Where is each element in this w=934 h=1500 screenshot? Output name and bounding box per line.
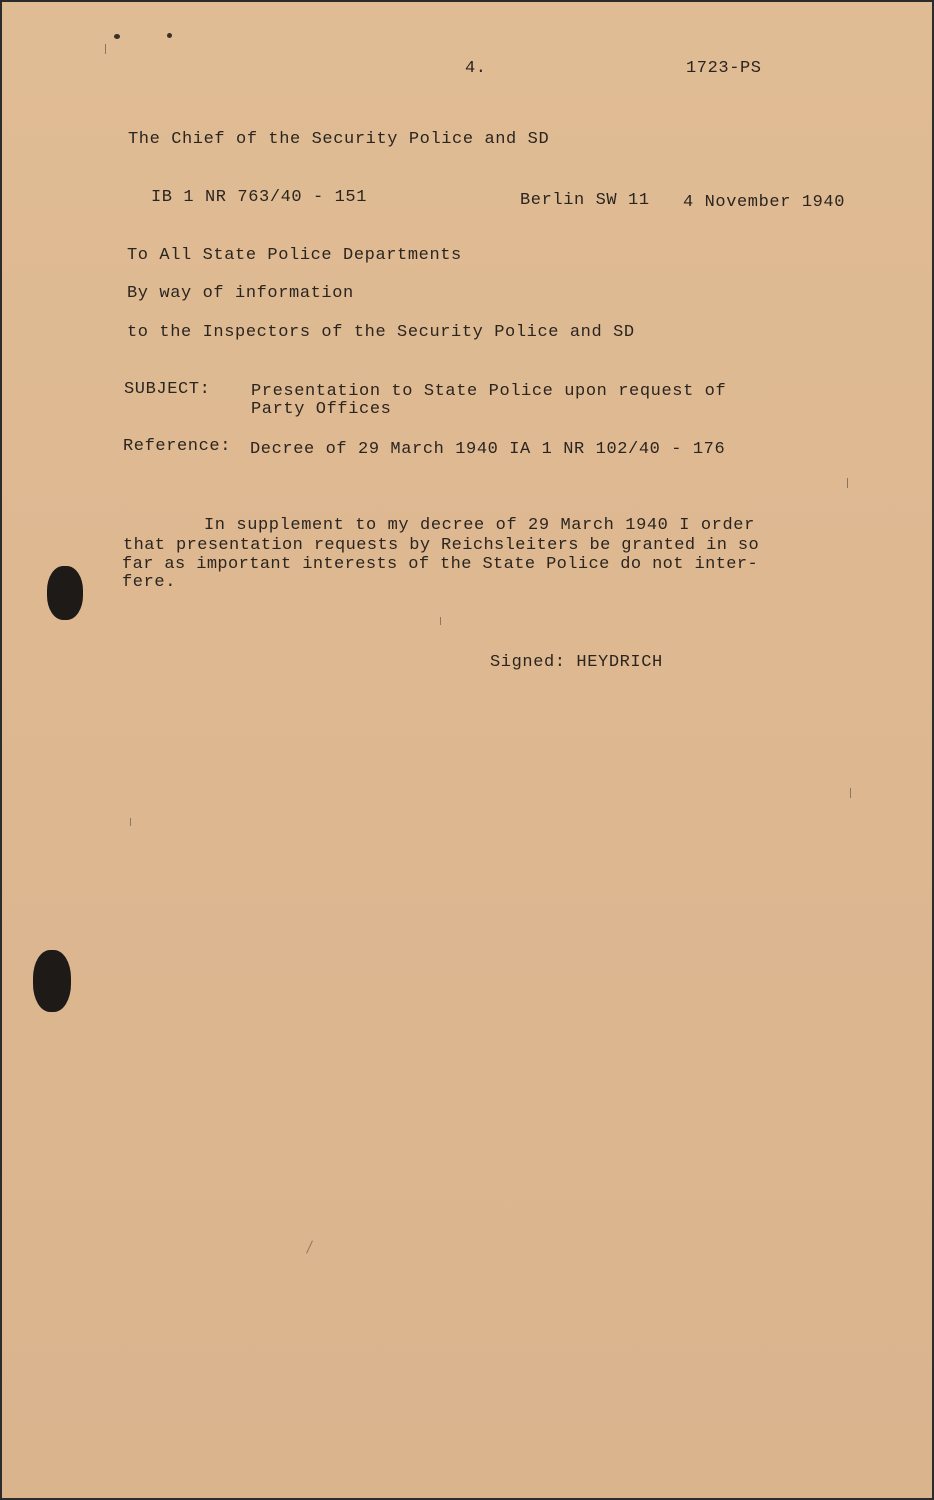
reference-text: Decree of 29 March 1940 IA 1 NR 102/40 - 176 — [250, 440, 726, 459]
body-line-3: far as important interests of the State Police do not inter- — [122, 555, 759, 574]
page-number: 4. — [465, 59, 487, 78]
paper-mark — [850, 788, 851, 798]
paper-mark — [130, 818, 131, 826]
addressee-line-3: to the Inspectors of the Security Police and SD — [127, 323, 635, 342]
paper-mark — [105, 44, 106, 54]
punch-hole-top — [47, 566, 83, 620]
body-line-1: In supplement to my decree of 29 March 1940 I order — [204, 516, 755, 535]
paper-mark — [847, 478, 848, 488]
body-line-4: fere. — [122, 573, 177, 592]
place: Berlin SW 11 — [520, 191, 650, 210]
ink-speck — [167, 33, 172, 38]
reference-label: Reference: — [123, 437, 232, 456]
document-id: 1723-PS — [686, 59, 762, 78]
signature: Signed: HEYDRICH — [490, 653, 663, 672]
punch-hole-bottom — [33, 950, 71, 1012]
subject-line-2: Party Offices — [251, 400, 392, 419]
paper-mark — [306, 1240, 313, 1253]
date: 4 November 1940 — [683, 193, 846, 212]
paper-mark — [440, 617, 441, 625]
addressee-line-1: To All State Police Departments — [127, 246, 462, 265]
ink-speck — [114, 34, 120, 39]
sender-line: The Chief of the Security Police and SD — [128, 130, 550, 149]
reference-number: IB 1 NR 763/40 - 151 — [151, 188, 368, 207]
subject-line-1: Presentation to State Police upon request of — [251, 382, 727, 401]
body-line-2: that presentation requests by Reichsleiters be granted in so — [123, 536, 760, 555]
subject-label: SUBJECT: — [124, 380, 211, 399]
addressee-line-2: By way of information — [127, 284, 354, 303]
